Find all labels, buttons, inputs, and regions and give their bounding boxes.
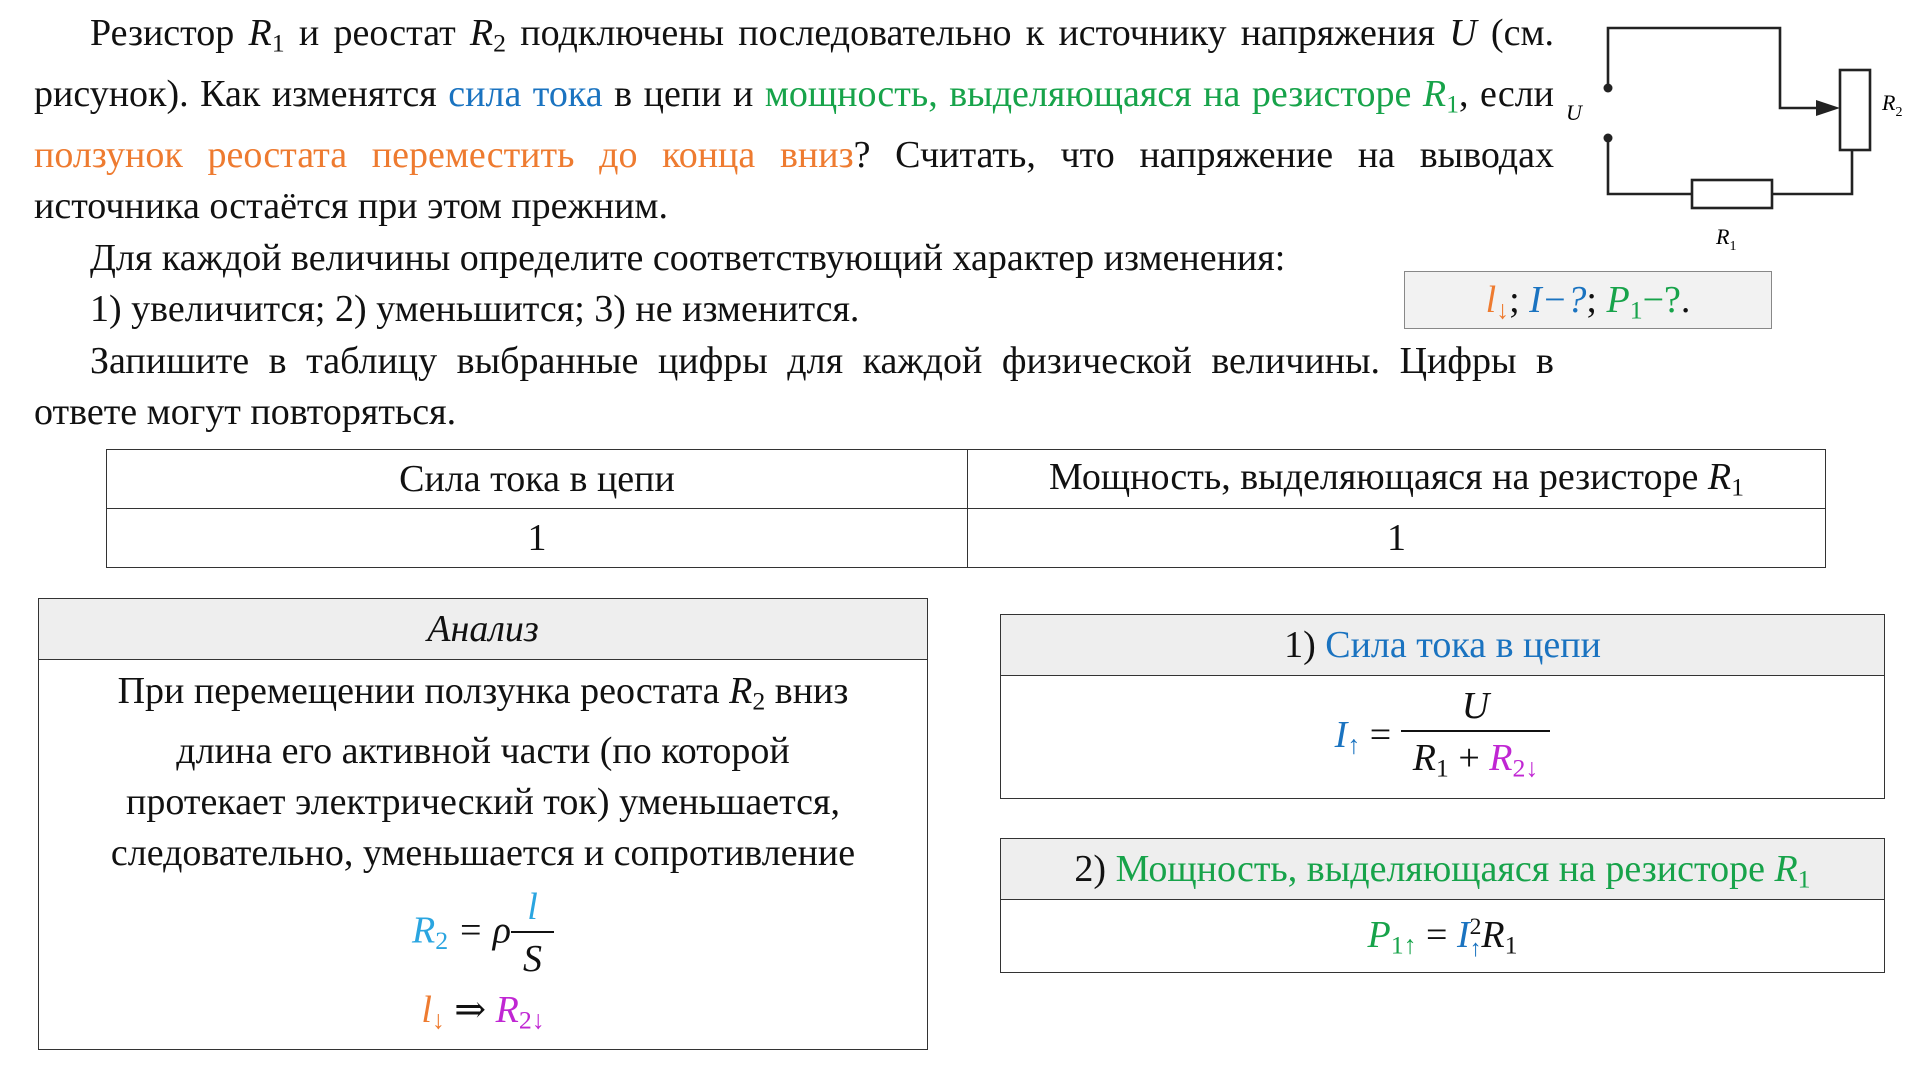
panel-number: 2) [1074, 848, 1116, 890]
power-panel [1000, 838, 1885, 973]
den-r1: R [1412, 737, 1436, 779]
given-end: . [1680, 279, 1691, 321]
impl-l: l [421, 989, 432, 1032]
r1-index: 1 [271, 28, 285, 58]
r2-symbol: R [729, 670, 753, 712]
analysis-line-1 [39, 666, 927, 726]
text-span: и реостат [284, 12, 470, 54]
text-span: , если [1459, 72, 1555, 115]
r1-symbol: R [248, 12, 272, 54]
formula-i: I [1456, 914, 1470, 956]
text-span: Резистор [90, 12, 249, 54]
power-r-index: 1 [1446, 89, 1460, 119]
power-r-symbol: R [1422, 72, 1447, 115]
given-box [1404, 271, 1772, 329]
header-power [968, 450, 1826, 509]
problem-paragraph-4: Запишите в таблицу выбранные цифры для каждой физической величины. Цифры в ответе могут повторяться. [34, 339, 1554, 434]
text-span: ? Считать, что напряжение на выводах источника остаётся при этом прежним. [34, 133, 1554, 228]
equals-sign: = [1360, 713, 1401, 756]
power-phrase-text: мощность, выделяющаяся на резисторе [764, 72, 1423, 115]
formula-i: I [1334, 713, 1348, 756]
r1-label-sym: R [1716, 224, 1730, 249]
answer-current[interactable]: 1 [107, 509, 968, 568]
analysis-panel [38, 598, 928, 1050]
problem-paragraph-2: Для каждой величины определите соответствующий характер изменения: [90, 236, 1286, 279]
resistance-formula [39, 883, 927, 985]
problem-paragraph-3: 1) увеличится; 2) уменьшится; 3) не изменится. [90, 288, 860, 331]
given-l: l [1485, 279, 1497, 321]
r1-label [1715, 224, 1736, 254]
fraction-numerator: l [527, 886, 538, 929]
analysis-line-3: протекает электрический ток) уменьшается, [126, 781, 840, 824]
implication-formula [39, 985, 927, 1045]
given-sep: ; [1509, 279, 1530, 321]
current-panel-title [1001, 615, 1884, 676]
r2-label-sym: R [1882, 90, 1896, 115]
current-phrase: сила тока [448, 72, 603, 115]
formula-eq-rho: = ρ [448, 910, 512, 953]
resistor-r1 [1692, 180, 1772, 208]
text-span: вниз [765, 670, 849, 712]
den-r1-idx: 1 [1435, 753, 1449, 783]
i-arrow: ↑ [1469, 936, 1482, 963]
current-panel [1000, 614, 1885, 799]
text-span: При перемещении ползунка реостата [117, 670, 730, 712]
formula-r2: R [411, 910, 436, 953]
answer-power[interactable]: 1 [968, 509, 1826, 568]
formula-r1-idx: 1 [1504, 930, 1518, 960]
slider-phrase: ползунок реостата переместить до конца вниз [34, 133, 854, 176]
table-row [107, 509, 1826, 568]
header-power-idx: 1 [1731, 472, 1744, 502]
fraction-denominator [1401, 730, 1551, 794]
power-title-sym: R [1774, 848, 1798, 890]
power-title-text: Мощность, выделяющаяся на резисторе [1115, 848, 1775, 890]
ohm-fraction [1401, 682, 1551, 794]
table-header-row [107, 450, 1826, 509]
formula-p-idx: 1↑ [1390, 930, 1417, 960]
slider-arrow-icon [1816, 100, 1840, 116]
given-sep: ; [1586, 279, 1607, 321]
analysis-body [39, 660, 927, 1046]
given-i: I−? [1529, 279, 1587, 321]
r2-label [1881, 90, 1902, 120]
r2-label-idx: 2 [1895, 105, 1903, 120]
formula-p: P [1367, 914, 1391, 956]
r1-label-idx: 1 [1729, 239, 1737, 254]
top-wire [1608, 28, 1822, 108]
r2-index: 2 [493, 28, 507, 58]
r2-symbol: R [469, 12, 494, 54]
text-span: (см. рисунок). Как изменятся [34, 12, 1554, 115]
circuit-diagram [1560, 20, 1920, 260]
text-span: подключены последовательно к источнику напряжения [506, 12, 1450, 54]
analysis-line-2: длина его активной части (по которой [176, 730, 790, 773]
given-p: P [1606, 279, 1630, 321]
answer-table [106, 449, 1826, 568]
formula-fraction [511, 883, 554, 985]
panel-number: 1) [1284, 624, 1326, 666]
given-p-rest: −? [1642, 279, 1681, 321]
formula-r2-idx: 2 [435, 926, 449, 956]
power-phrase [764, 72, 1460, 119]
analysis-line-4: следовательно, уменьшается и сопротивление [110, 832, 856, 875]
power-title-idx: 1 [1797, 864, 1811, 894]
u-label: U [1566, 100, 1582, 125]
problem-statement [34, 8, 1554, 439]
given-l-arrow: ↓ [1496, 295, 1510, 325]
bottom-right-wire [1772, 150, 1852, 194]
rheostat-r2 [1840, 70, 1870, 150]
header-power-sym: R [1707, 456, 1732, 499]
terminal-top [1604, 84, 1613, 93]
power-title [1115, 848, 1811, 894]
implies-sign: ⇒ [444, 989, 496, 1032]
i-power: 2 [1469, 914, 1482, 941]
given-p-index: 1 [1629, 295, 1643, 325]
formula-r1: R [1481, 914, 1505, 956]
current-title-text: Сила тока в цепи [1325, 624, 1601, 666]
power-formula [1001, 900, 1884, 980]
impl-r2-idx: 2↓ [518, 1005, 545, 1035]
header-power-text: Мощность, выделяющаяся на резисторе [1049, 456, 1708, 499]
equals-sign: = [1416, 914, 1457, 956]
problem-paragraph-1 [34, 8, 1554, 233]
plus-sign: + [1448, 737, 1490, 779]
formula-i-arrow: ↑ [1347, 730, 1361, 760]
ohm-law-formula [1001, 676, 1884, 794]
i-script [1469, 914, 1482, 963]
header-current: Сила тока в цепи [107, 450, 968, 509]
text-span: в цепи и [602, 72, 765, 115]
analysis-title: Анализ [39, 599, 927, 660]
impl-l-arrow: ↓ [431, 1005, 445, 1035]
r2-index: 2 [752, 686, 766, 716]
impl-r2: R [495, 989, 519, 1032]
bottom-left-wire [1608, 138, 1692, 194]
power-panel-title [1001, 839, 1884, 900]
fraction-denominator: S [511, 931, 554, 985]
den-r2: R [1489, 737, 1513, 779]
terminal-bottom [1604, 134, 1613, 143]
den-r2-idx: 2↓ [1512, 753, 1539, 783]
u-symbol: U [1449, 12, 1477, 54]
fraction-numerator: U [1461, 685, 1490, 727]
